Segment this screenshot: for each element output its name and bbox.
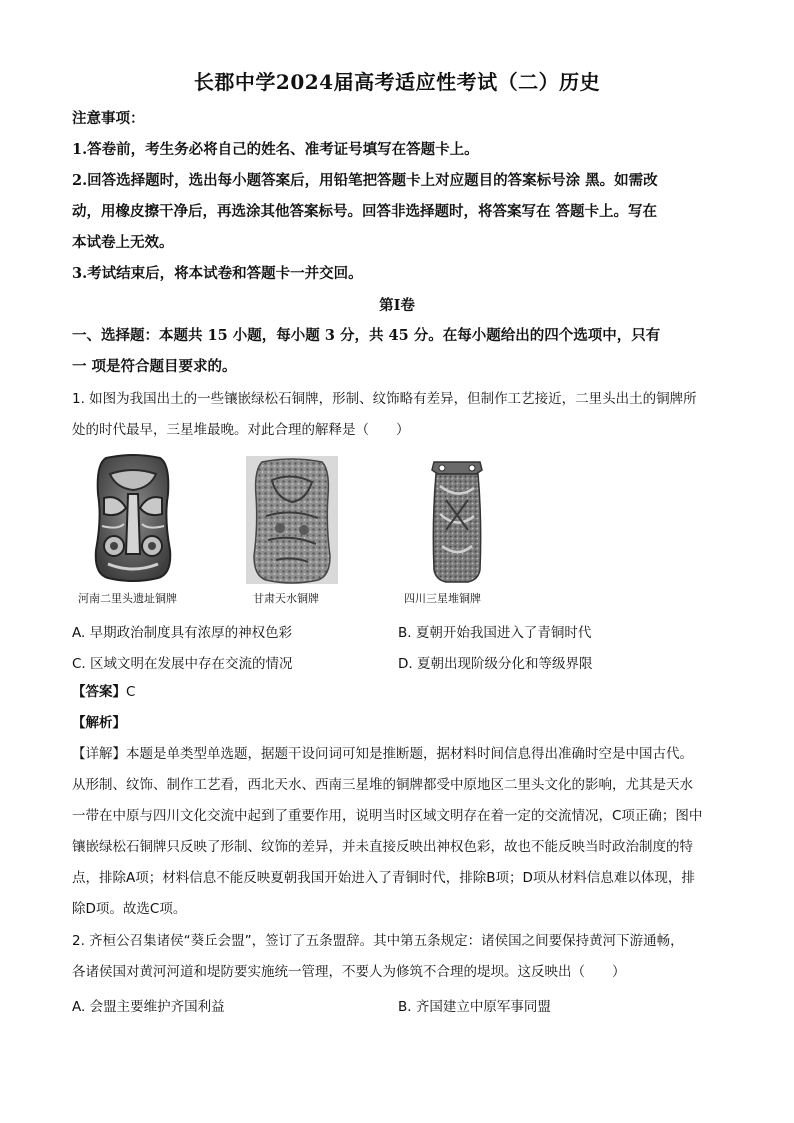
- notice-item-3: 3.考试结束后，将本试卷和答题卡一并交回。: [72, 265, 363, 282]
- answer-label: 【答案】: [72, 684, 126, 700]
- detail-line-4: 镶嵌绿松石铜牌只反映了形制、纹饰的差异，并未直接反映出神权色彩，故也不能反映当时政治制度的特: [72, 839, 693, 855]
- notice-heading: 注意事项：: [72, 110, 145, 127]
- detail-line-6: 除D项。故选C项。: [72, 901, 187, 917]
- tianshui-plaque-image: [246, 456, 338, 588]
- caption-sanxingdui: 四川三星堆铜牌: [404, 592, 481, 605]
- answer-value: C: [126, 684, 136, 700]
- caption-erlitou: 河南二里头遗址铜牌: [78, 592, 177, 605]
- question-2-stem-line-2: 各诸侯国对黄河河道和堤防要实施统一管理，不要人为修筑不合理的堤坝。这反映出（ ）: [72, 964, 626, 980]
- section-heading-line-2: 一 项是符合题目要求的。: [72, 358, 237, 375]
- question-1-option-d: D. 夏朝出现阶级分化和等级界限: [398, 656, 593, 672]
- question-2-option-a: A. 会盟主要维护齐国利益: [72, 999, 225, 1015]
- section-heading-line-1: 一、选择题：本题共 15 小题，每小题 3 分，共 45 分。在每小题给出的四个选项中，只有: [72, 327, 661, 344]
- question-1-option-c: C. 区域文明在发展中存在交流的情况: [72, 656, 293, 672]
- notice-item-2-line-3: 本试卷上无效。: [72, 234, 174, 251]
- caption-tianshui: 甘肃天水铜牌: [253, 592, 319, 605]
- notice-item-2-line-1: 2.回答选择题时，选出每小题答案后，用铅笔把答题卡上对应题目的答案标号涂 黑。如需改: [72, 172, 658, 189]
- detail-line-5: 点，排除A项；材料信息不能反映夏朝我国开始进入了青铜时代，排除B项；D项从材料信息难以体现，排: [72, 870, 695, 886]
- erlitou-plaque-image: [88, 454, 178, 586]
- detail-line-2: 从形制、纹饰、制作工艺看，西北天水、西南三星堆的铜牌都受中原地区二里头文化的影响，尤其是天水: [72, 777, 693, 793]
- question-1-option-b: B. 夏朝开始我国进入了青铜时代: [398, 625, 592, 641]
- detail-text-1: 【详解】本题是单类型单选题，据题干设问词可知是推断题，据材料时间信息得出准确时空是中国古代。: [72, 746, 693, 762]
- question-2-option-b: B. 齐国建立中原军事同盟: [398, 999, 551, 1015]
- sanxingdui-plaque-image: [424, 460, 490, 588]
- question-1-stem-line-2: 处的时代最早，三星堆最晚。对此合理的解释是（ ）: [72, 422, 410, 438]
- question-1-option-a: A. 早期政治制度具有浓厚的神权色彩: [72, 625, 293, 641]
- notice-item-1: 1.答卷前，考生务必将自己的姓名、准考证号填写在答题卡上。: [72, 141, 479, 158]
- volume-heading: 第Ⅰ卷: [379, 297, 415, 314]
- question-1-answer: [72, 683, 724, 701]
- notice-item-2-line-2: 动，用橡皮擦干净后，再选涂其他答案标号。回答非选择题时，将答案写在 答题卡上。写在: [72, 203, 658, 220]
- analysis-label: 【解析】: [72, 715, 126, 731]
- detail-line-1: [72, 745, 724, 763]
- question-2-stem-line-1: 2. 齐桓公召集诸侯“葵丘会盟”，签订了五条盟辞。其中第五条规定：诸侯国之间要保持黄河下游通畅，: [72, 933, 684, 949]
- question-1-stem-line-1: 1. 如图为我国出土的一些镶嵌绿松石铜牌，形制、纹饰略有差异，但制作工艺接近，二里头出土的铜牌所: [72, 391, 697, 407]
- detail-line-3: 一带在中原与四川文化交流中起到了重要作用，说明当时区域文明存在着一定的交流情况，C项正确；图中: [72, 808, 703, 824]
- page-title: 长郡中学2024届高考适应性考试（二）历史: [193, 70, 601, 94]
